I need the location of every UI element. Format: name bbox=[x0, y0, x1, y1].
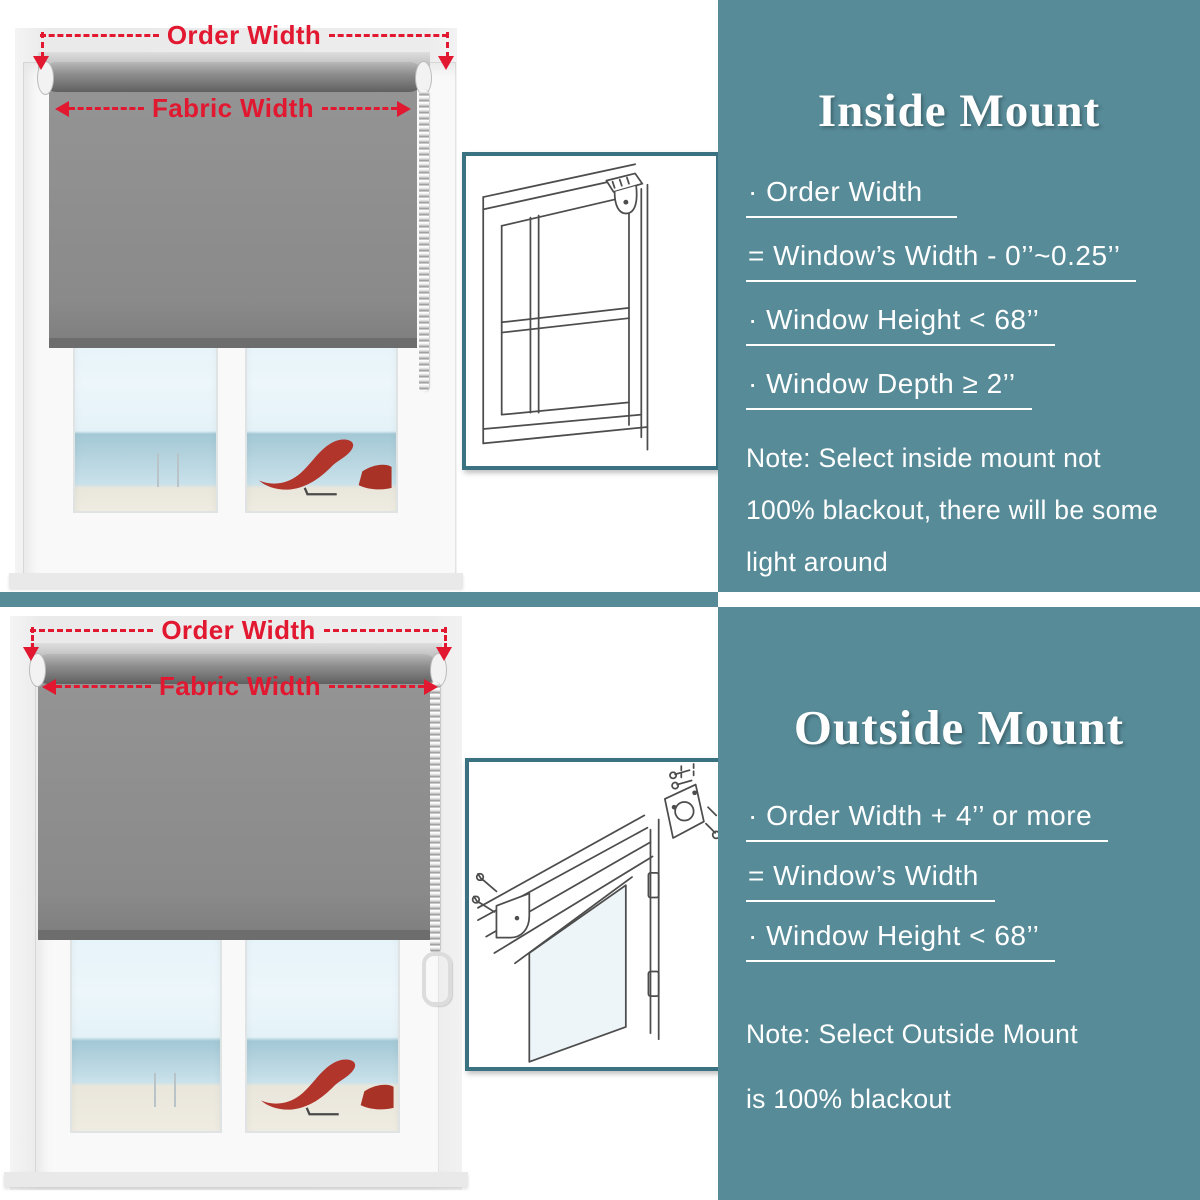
blind-roller-tube bbox=[42, 62, 424, 92]
dashed-line bbox=[329, 685, 424, 688]
outside-mount-note bbox=[718, 1002, 1200, 1132]
left-arrow-icon bbox=[42, 679, 56, 695]
dashed-drop-line bbox=[31, 627, 34, 649]
outside-mount-specs bbox=[718, 800, 1200, 962]
spec-line: · Window Height < 68’’ bbox=[746, 304, 1200, 346]
blind-hem-bar bbox=[49, 338, 417, 348]
spec-line: · Order Width + 4’’ or more bbox=[746, 800, 1200, 842]
pool-rail bbox=[174, 1073, 176, 1107]
order-width-dimension bbox=[30, 615, 447, 646]
spec-line: · Window Depth ≥ 2’’ bbox=[746, 368, 1200, 410]
blind-bead-chain bbox=[430, 682, 440, 954]
note-line: is 100% blackout bbox=[746, 1084, 952, 1114]
fabric-width-label: Fabric Width bbox=[159, 671, 322, 701]
section-divider bbox=[0, 592, 718, 607]
order-width-label: Order Width bbox=[161, 615, 316, 645]
spec-line: = Window’s Width bbox=[746, 860, 1200, 902]
blind-bead-chain bbox=[419, 90, 429, 392]
dashed-drop-line bbox=[41, 32, 44, 58]
right-arrow-icon bbox=[424, 679, 438, 695]
spec-line: · Window Height < 68’’ bbox=[746, 920, 1200, 962]
spec-line: · Order Width bbox=[746, 176, 1200, 218]
outside-mount-panel bbox=[718, 607, 1200, 1200]
order-width-label: Order Width bbox=[166, 20, 322, 50]
outside-mount-bracket-diagram bbox=[465, 758, 723, 1071]
blind-chain-loop bbox=[422, 952, 452, 1006]
dashed-line bbox=[69, 107, 144, 110]
dashed-line bbox=[30, 629, 153, 632]
pool-rail bbox=[177, 453, 179, 487]
inside-mount-bracket-drawing bbox=[466, 156, 716, 466]
dashed-line bbox=[56, 685, 151, 688]
outside-mount-title: Outside Mount bbox=[793, 700, 1125, 755]
outside-mount-photo bbox=[10, 616, 462, 1190]
blind-hem-bar bbox=[38, 930, 434, 940]
inside-mount-specs bbox=[718, 176, 1200, 410]
spec-line: = Window’s Width - 0’’~0.25’’ bbox=[746, 240, 1200, 282]
note-line: 100% blackout, there will be some bbox=[746, 495, 1159, 525]
red-chaise-lounge bbox=[250, 1053, 400, 1117]
dashed-drop-line bbox=[446, 32, 449, 58]
blind-fabric bbox=[38, 680, 434, 930]
dashed-line bbox=[40, 34, 159, 37]
note-line: light around bbox=[746, 547, 889, 577]
order-width-dimension bbox=[40, 20, 448, 51]
dashed-line bbox=[329, 34, 448, 37]
window-sill bbox=[4, 1172, 468, 1187]
fabric-width-label: Fabric Width bbox=[152, 93, 315, 123]
inside-mount-note bbox=[718, 432, 1200, 588]
red-chaise-lounge bbox=[248, 433, 398, 497]
dashed-line bbox=[322, 107, 397, 110]
down-arrow-icon bbox=[436, 647, 452, 661]
dashed-drop-line bbox=[444, 627, 447, 649]
down-arrow-icon bbox=[33, 56, 49, 70]
note-line: Note: Select Outside Mount bbox=[746, 1019, 1078, 1049]
fabric-width-dimension bbox=[42, 671, 438, 702]
note-line: Note: Select inside mount not bbox=[746, 443, 1101, 473]
blind-fabric bbox=[49, 88, 417, 338]
right-arrow-icon bbox=[397, 101, 411, 117]
inside-mount-title: Inside Mount bbox=[817, 85, 1101, 137]
inside-mount-bracket-diagram bbox=[462, 152, 720, 470]
pool-rail bbox=[157, 453, 159, 487]
down-arrow-icon bbox=[23, 647, 39, 661]
pool-rail bbox=[154, 1073, 156, 1107]
fabric-width-dimension bbox=[55, 93, 411, 124]
down-arrow-icon bbox=[438, 56, 454, 70]
window-sill bbox=[9, 573, 463, 588]
outside-mount-bracket-drawing bbox=[469, 762, 719, 1067]
inside-mount-panel bbox=[718, 0, 1200, 592]
dashed-line bbox=[324, 629, 447, 632]
left-arrow-icon bbox=[55, 101, 69, 117]
